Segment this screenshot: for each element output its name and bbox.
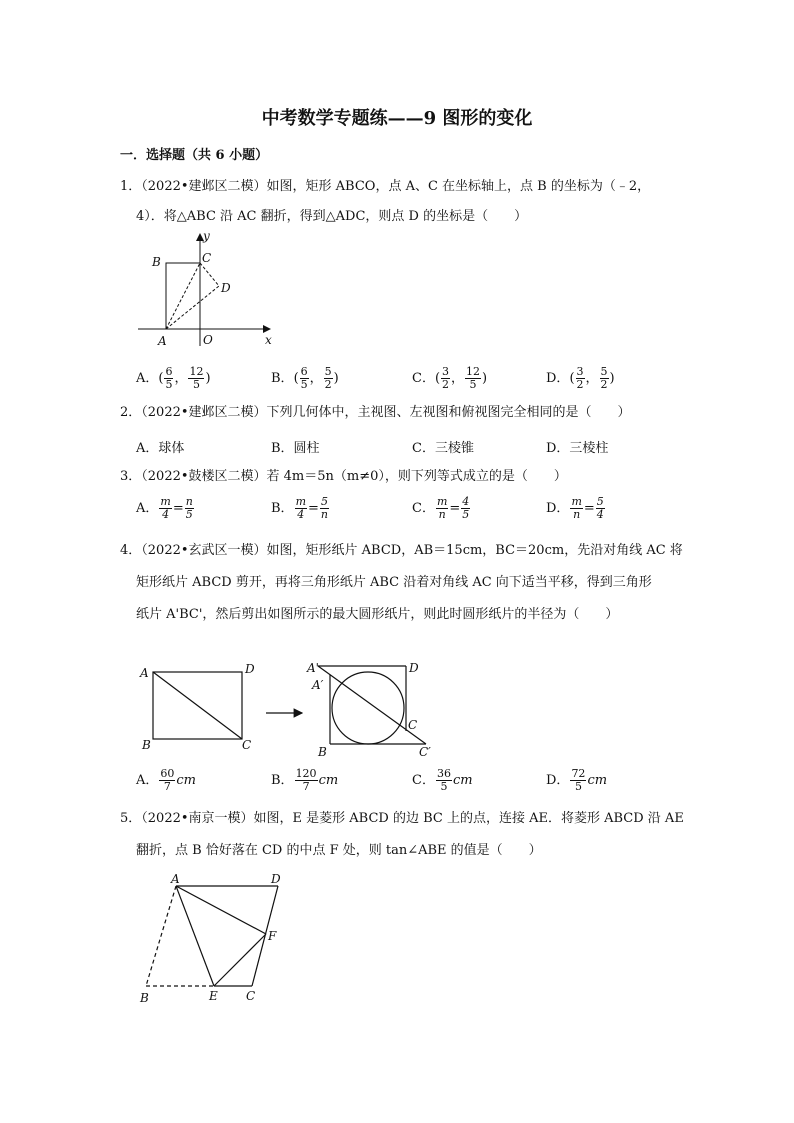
section-heading: 一．选择题（共 6 小题）: [120, 148, 269, 163]
q4-option-c: C． $\frac{36}{5}$ cm: [412, 767, 473, 793]
segment-af: [176, 886, 266, 934]
q3-option-c: C． $\frac{m}{n}$ = $\frac{4}{5}$: [412, 495, 470, 521]
label-b: B: [140, 991, 149, 1005]
q5-text-line1: 5．（2022•南京一模）如图，E 是菱形 ABCD 的边 BC 上的点，连接 AE．将菱形 ABCD 沿 AE: [120, 811, 684, 826]
max-circle: [332, 672, 404, 744]
q2-option-c: C．三棱锥: [412, 441, 474, 456]
segment-cd: [200, 263, 219, 286]
q3-option-b: B． $\frac{m}{4}$ = $\frac{5}{n}$: [271, 495, 328, 521]
label-x: x: [265, 333, 272, 347]
q4-option-a: A． $\frac{60}{7}$ cm: [136, 767, 196, 793]
diagonal-right: [318, 666, 426, 744]
label-f: F: [268, 929, 277, 943]
label-d: D: [221, 281, 231, 295]
q4-option-d: D． $\frac{72}{5}$ cm: [546, 767, 608, 793]
label-e: E: [209, 989, 218, 1003]
label-d: D: [271, 872, 281, 886]
diagonal-ac-left: [153, 672, 242, 739]
q4-text-line1: 4．（2022•玄武区一模）如图，矩形纸片 ABCD，AB＝15cm，BC＝20cm，先沿对角线 AC 将: [120, 543, 683, 558]
label-c2: C: [408, 718, 418, 732]
q5-figure: [130, 868, 300, 1008]
diagonal-ac: [166, 263, 200, 329]
q1-option-a: A．( $\frac{6}{5}$ ， $\frac{12}{5}$ ): [136, 365, 211, 391]
label-b: B: [152, 255, 161, 269]
q1-option-c: C．( $\frac{3}{2}$ ， $\frac{12}{5}$ ): [412, 365, 488, 391]
label-a: A: [140, 666, 149, 680]
q1-option-d: D．( $\frac{3}{2}$ ， $\frac{5}{2}$ ): [546, 365, 615, 391]
q5-text-line2: 翻折，点 B 恰好落在 CD 的中点 F 处，则 tan∠ABE 的值是（ ）: [136, 843, 542, 858]
label-y: y: [203, 229, 210, 243]
q4-text-line2: 矩形纸片 ABCD 剪开，再将三角形纸片 ABC 沿着对角线 AC 向下适当平移，得到三角形: [136, 575, 652, 590]
q4-figure: [130, 656, 440, 760]
label-c3: C′: [419, 745, 431, 759]
label-d: D: [245, 662, 255, 676]
segment-ae: [176, 886, 214, 986]
q3-option-d: D． $\frac{m}{n}$ = $\frac{5}{4}$: [546, 495, 604, 521]
label-c: C: [246, 989, 256, 1003]
label-c: C: [242, 738, 252, 752]
label-d2: D: [409, 661, 419, 675]
q3-text: 3．（2022•鼓楼区二模）若 4m＝5n（m≠0），则下列等式成立的是（ ）: [120, 469, 567, 484]
q2-option-d: D．三棱柱: [546, 441, 609, 456]
q1-figure: [130, 228, 290, 350]
q1-text-line2: 4）．将△ABC 沿 AC 翻折，得到△ADC，则点 D 的坐标是（ ）: [136, 209, 528, 224]
q4-text-line3: 纸片 A'BC'，然后剪出如图所示的最大圆形纸片，则此时圆形纸片的半径为（ ）: [136, 607, 619, 622]
label-b: B: [142, 738, 151, 752]
q1-option-b: B．( $\frac{6}{5}$ ， $\frac{5}{2}$ ): [271, 365, 339, 391]
q1-text-line1: 1．（2022•建邺区二模）如图，矩形 ABCO，点 A、C 在坐标轴上，点 B 的坐标为（﹣2，: [120, 179, 651, 194]
label-a2: A': [307, 661, 319, 675]
label-a: A: [171, 872, 180, 886]
label-b2: B: [318, 745, 327, 759]
q2-option-b: B．圆柱: [271, 441, 320, 456]
label-o: O: [203, 333, 213, 347]
segment-ab: [146, 886, 176, 986]
q4-option-b: B． $\frac{120}{7}$ cm: [271, 767, 339, 793]
q2-text: 2．（2022•建邺区二模）下列几何体中，主视图、左视图和俯视图完全相同的是（ ）: [120, 405, 631, 420]
label-a3: A′: [312, 678, 324, 692]
label-c: C: [202, 251, 212, 265]
page-title: 中考数学专题练——9 图形的变化: [261, 108, 533, 129]
q2-option-a: A．球体: [136, 441, 185, 456]
label-a: A: [158, 334, 167, 348]
q3-option-a: A． $\frac{m}{4}$ = $\frac{n}{5}$: [136, 495, 193, 521]
segment-ad: [166, 286, 219, 329]
